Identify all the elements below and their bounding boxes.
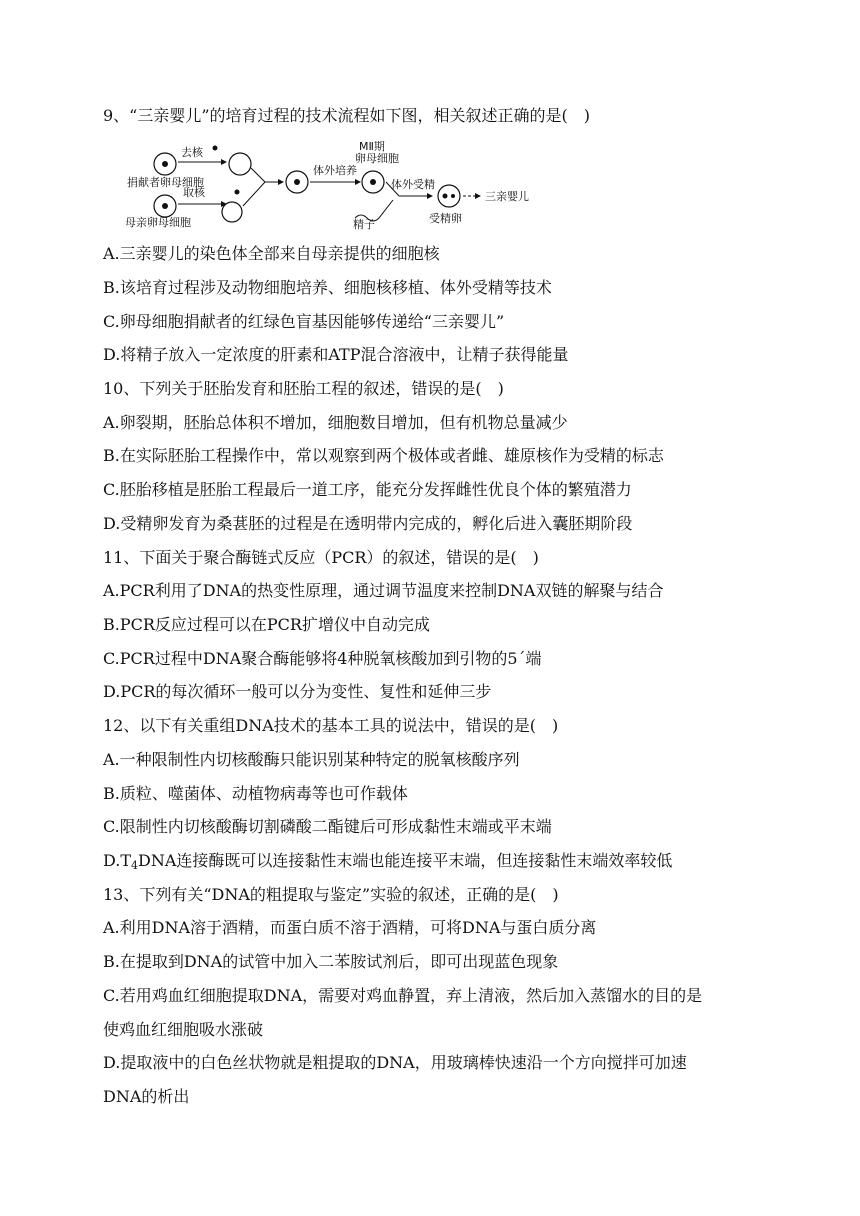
q12-stem: 12、以下有关重组DNA技术的基本工具的说法中，错误的是( ) [103, 716, 559, 735]
q11-option-d: D.PCR的每次循环一般可以分为变性、复性和延伸三步 [103, 682, 492, 701]
mother-enucleated-oocyte [222, 202, 242, 222]
q12-option-c: C.限制性内切核酸酶切割磷酸二酯键后可形成黏性末端或平末端 [103, 817, 552, 836]
mother-oocyte-nucleus [162, 203, 168, 209]
donor-oocyte-nucleus [162, 161, 168, 167]
q10-option-d: D.受精卵发育为桑葚胚的过程是在透明带内完成的，孵化后进入囊胚期阶段 [103, 514, 633, 533]
q13-option-a: A.利用DNA溶于酒精，而蛋白质不溶于酒精，可将DNA与蛋白质分离 [103, 918, 597, 937]
q10-option-c: C.胚胎移植是胚胎工程最后一道工序，能充分发挥雌性优良个体的繁殖潜力 [103, 480, 632, 499]
three-parent-baby-label: 三亲婴儿 [485, 190, 529, 203]
q13-stem: 13、下列有关“DNA的粗提取与鉴定”实验的叙述，正确的是( ) [103, 885, 559, 904]
mii-oocyte-nucleus [370, 179, 376, 185]
reconstructed-cell-nucleus [294, 179, 300, 185]
q13-option-c-line1: C.若用鸡血红细胞提取DNA，需要对鸡血静置，弃上清液，然后加入蒸馏水的目的是 [103, 986, 703, 1005]
three-parent-baby-flow-diagram [123, 140, 553, 230]
q10-option-b: B.在实际胚胎工程操作中，常以观察到两个极体或者雌、雄原核作为受精的标志 [103, 446, 664, 465]
take-nucleus-label: 取核 [183, 186, 205, 199]
q11-stem: 11、下面关于聚合酶链式反应（PCR）的叙述，错误的是( ) [103, 548, 539, 567]
q11-option-a: A.PCR利用了DNA的热变性原理，通过调节温度来控制DNA双链的解聚与结合 [103, 581, 664, 600]
q9-option-a: A.三亲婴儿的染色体全部来自母亲提供的细胞核 [103, 244, 440, 263]
q12-option-a: A.一种限制性内切核酸酶只能识别某种特定的脱氧核酸序列 [103, 750, 520, 769]
q13-option-d-line2: DNA的析出 [103, 1087, 190, 1106]
removed-nucleus-dot [213, 146, 218, 151]
mii-label-line1: MⅡ期 [359, 140, 385, 153]
q9-option-d: D.将精子放入一定浓度的肝素和ATP混合溶液中，让精子获得能量 [103, 345, 569, 364]
mother-oocyte-label: 母亲卵母细胞 [125, 216, 191, 229]
donor-oocyte-label: 捐献者卵母细胞 [127, 176, 204, 189]
zygote-nucleus-1 [443, 194, 448, 199]
q9-option-c: C.卵母细胞捐献者的红绿色盲基因能够传递给“三亲婴儿” [103, 312, 505, 331]
q13-option-c-line2: 使鸡血红细胞吸水涨破 [103, 1020, 264, 1039]
enucleated-oocyte [229, 153, 251, 175]
q12-option-d-prefix: D.T [103, 851, 132, 870]
q11-option-c: C.PCR过程中DNA聚合酶能够将4种脱氧核酸加到引物的5´端 [103, 649, 542, 668]
q10-option-a: A.卵裂期，胚胎总体积不增加，细胞数目增加，但有机物总量减少 [103, 413, 568, 432]
zygote-label: 受精卵 [429, 212, 462, 225]
zygote-cell [438, 185, 460, 207]
q12-option-b: B.质粒、噬菌体、动植物病毒等也可作载体 [103, 784, 408, 803]
sperm-label: 精子 [353, 218, 375, 230]
q13-option-d-line1: D.提取液中的白色丝状物就是粗提取的DNA，用玻璃棒快速沿一个方向搅拌可加速 [103, 1053, 687, 1072]
zygote-nucleus-2 [451, 194, 455, 198]
q12-option-d-rest: DNA连接酶既可以连接黏性末端也能连接平末端，但连接黏性末端效率较低 [138, 851, 673, 870]
q13-option-b: B.在提取到DNA的试管中加入二苯胺试剂后，即可出现蓝色现象 [103, 952, 559, 971]
in-vitro-fertilization-label: 体外受精 [391, 178, 435, 191]
q9-stem: 9、“三亲婴儿”的培育过程的技术流程如下图，相关叙述正确的是( ) [103, 106, 591, 125]
q12-option-d [103, 851, 672, 876]
q12-option-d-subscript: 4 [131, 859, 139, 872]
mii-label-line2: 卵母细胞 [355, 152, 399, 165]
q11-option-b: B.PCR反应过程可以在PCR扩增仪中自动完成 [103, 615, 430, 634]
taken-nucleus-dot [235, 190, 240, 195]
remove-nucleus-label: 去核 [181, 146, 203, 159]
in-vitro-culture-label: 体外培养 [313, 164, 357, 177]
q9-option-b: B.该培育过程涉及动物细胞培养、细胞核移植、体外受精等技术 [103, 278, 552, 297]
q10-stem: 10、下列关于胚胎发育和胚胎工程的叙述，错误的是( ) [103, 379, 504, 398]
